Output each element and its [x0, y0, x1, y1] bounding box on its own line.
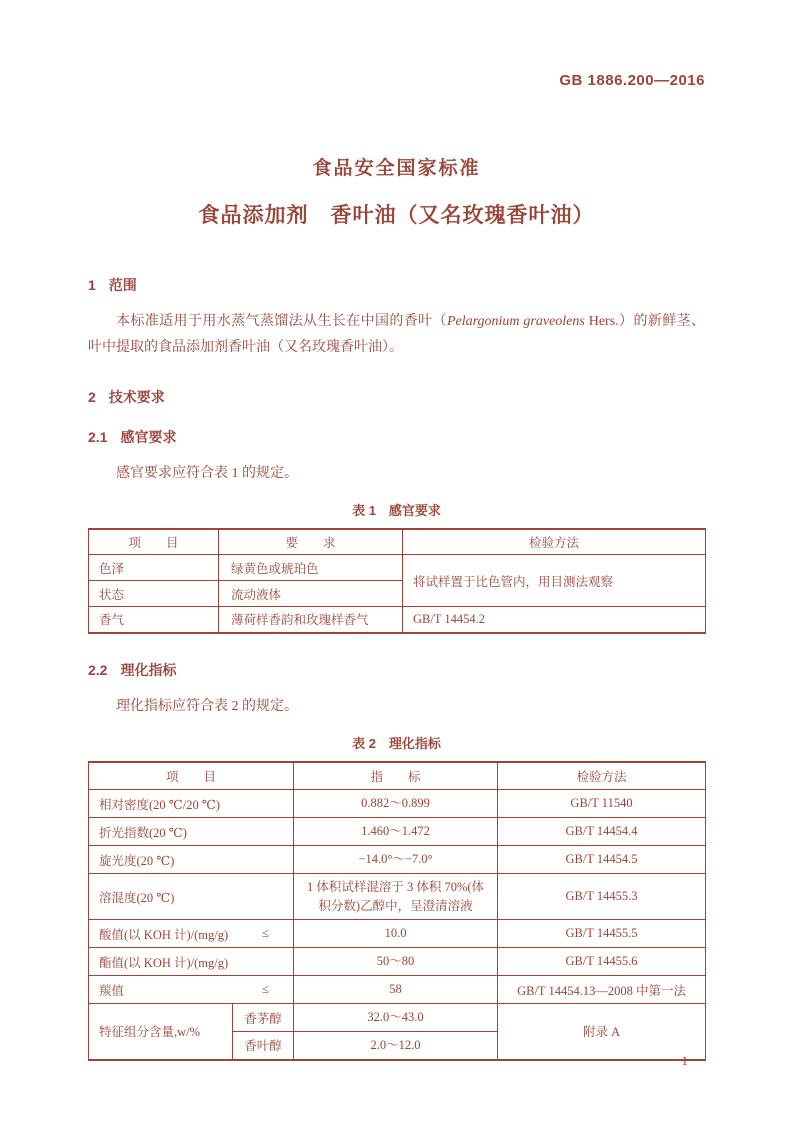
- cell-item: 香气: [89, 607, 219, 633]
- table-row: [89, 607, 706, 633]
- cell-item: [89, 920, 294, 948]
- table-row: [89, 1004, 706, 1032]
- cell-method-merged: 将试样置于比色管内，用目测法观察: [403, 555, 706, 607]
- cell-method: GB/T 14455.3: [498, 874, 706, 920]
- table-row: [89, 920, 706, 948]
- cell-component: 香叶醇: [233, 1032, 294, 1060]
- table-header-row: [89, 529, 706, 555]
- cell-indicator: −14.0°～−7.0°: [294, 846, 498, 874]
- cell-indicator: 10.0: [294, 920, 498, 948]
- column-header-item: 项 目: [89, 762, 294, 790]
- cell-method: GB/T 14454.13—2008 中第一法: [498, 976, 706, 1004]
- column-header-requirement: 要 求: [219, 529, 403, 555]
- cell-component: 香茅醇: [233, 1004, 294, 1032]
- physchem-table: [88, 761, 706, 1061]
- table-row: [89, 874, 706, 920]
- sensory-table: [88, 528, 706, 634]
- scope-text-after: ）的新鲜茎、叶中提取的食品添加剂香叶油（又名玫瑰香叶油）。: [88, 314, 706, 355]
- section-heading-technical: [88, 387, 705, 407]
- sensory-intro: 感官要求应符合表 1 的规定。: [116, 465, 298, 481]
- cell-requirement: 绿黄色或琥珀色: [219, 555, 403, 581]
- table-row: [89, 818, 706, 846]
- scope-text-before: 本标准适用于用水蒸气蒸馏法从生长在中国的香叶（: [116, 314, 447, 329]
- cell-method: GB/T 14454.5: [498, 846, 706, 874]
- table-row: [89, 846, 706, 874]
- item-label: 羰值: [99, 983, 125, 998]
- section-number: 1: [88, 277, 96, 293]
- cell-method: GB/T 11540: [498, 790, 706, 818]
- cell-indicator: 2.0～12.0: [294, 1032, 498, 1060]
- document-subtitle: 食品添加剂 香叶油（又名玫瑰香叶油）: [198, 204, 595, 227]
- cell-requirement: 薄荷样香韵和玫瑰样香气: [219, 607, 403, 633]
- section-label: 技术要求: [108, 388, 165, 405]
- section-heading-scope: [88, 275, 705, 295]
- column-header-method: 检验方法: [403, 529, 706, 555]
- item-label: 折光指数(20 ℃): [99, 825, 187, 840]
- section-number: 2: [88, 388, 96, 405]
- cell-item: [89, 790, 294, 818]
- cell-requirement: 流动液体: [219, 581, 403, 607]
- item-label: 酯值(以 KOH 计)/(mg/g): [99, 955, 229, 970]
- item-label: 相对密度(20 ℃/20 ℃): [99, 797, 221, 812]
- cell-item: [89, 874, 294, 920]
- cell-item: 色泽: [89, 555, 219, 581]
- table-row: [89, 976, 706, 1004]
- table-row: [89, 948, 706, 976]
- cell-indicator: 58: [294, 976, 498, 1004]
- item-label: 酸值(以 KOH 计)/(mg/g): [99, 927, 229, 942]
- section-label: 范围: [108, 277, 137, 293]
- cell-item: [89, 846, 294, 874]
- table2-caption: 表 2 理化指标: [352, 735, 441, 751]
- item-operator: ≤: [262, 982, 270, 997]
- cell-indicator: 1 体积试样混溶于 3 体积 70%(体积分数)乙醇中，呈澄清溶液: [294, 874, 498, 920]
- cell-indicator: 0.882～0.899: [294, 790, 498, 818]
- section-number: 2.1: [88, 428, 108, 445]
- cell-method: GB/T 14454.4: [498, 818, 706, 846]
- cell-method: GB/T 14454.2: [403, 607, 706, 633]
- physchem-intro: 理化指标应符合表 2 的规定。: [116, 698, 298, 714]
- cell-item: 状态: [89, 581, 219, 607]
- table-row: [89, 555, 706, 581]
- cell-method: GB/T 14455.5: [498, 920, 706, 948]
- item-label: 旋光度(20 ℃): [99, 853, 175, 868]
- scope-paragraph: [88, 309, 705, 361]
- cell-indicator: 1.460～1.472: [294, 818, 498, 846]
- cell-item: [89, 818, 294, 846]
- table-header-row: [89, 762, 706, 790]
- cell-item: [89, 948, 294, 976]
- column-header-method: 检验方法: [498, 762, 706, 790]
- scope-author-name: Hers.: [584, 314, 619, 329]
- section-heading-physchem: [88, 660, 705, 680]
- section-number: 2.2: [88, 661, 108, 678]
- cell-item-group: 特征组分含量,w/%: [89, 1004, 233, 1060]
- section-label: 理化指标: [120, 661, 177, 678]
- cell-method-merged: 附录 A: [498, 1004, 706, 1060]
- document-title: 食品安全国家标准: [312, 158, 481, 179]
- section-label: 感官要求: [120, 428, 177, 445]
- standard-number: GB 1886.200—2016: [559, 72, 705, 89]
- cell-indicator: 32.0～43.0: [294, 1004, 498, 1032]
- column-header-indicator: 指 标: [294, 762, 498, 790]
- cell-item: [89, 976, 294, 1004]
- cell-indicator: 50～80: [294, 948, 498, 976]
- table1-caption: 表 1 感官要求: [352, 502, 441, 518]
- column-header-item: 项 目: [89, 529, 219, 555]
- scope-species-name: Pelargonium graveolens: [446, 314, 585, 329]
- table-row: [89, 790, 706, 818]
- page-number: 1: [681, 1053, 688, 1068]
- section-heading-sensory: [88, 427, 705, 447]
- cell-method: GB/T 14455.6: [498, 948, 706, 976]
- item-label: 溶混度(20 ℃): [99, 890, 175, 905]
- item-operator: ≤: [262, 926, 270, 941]
